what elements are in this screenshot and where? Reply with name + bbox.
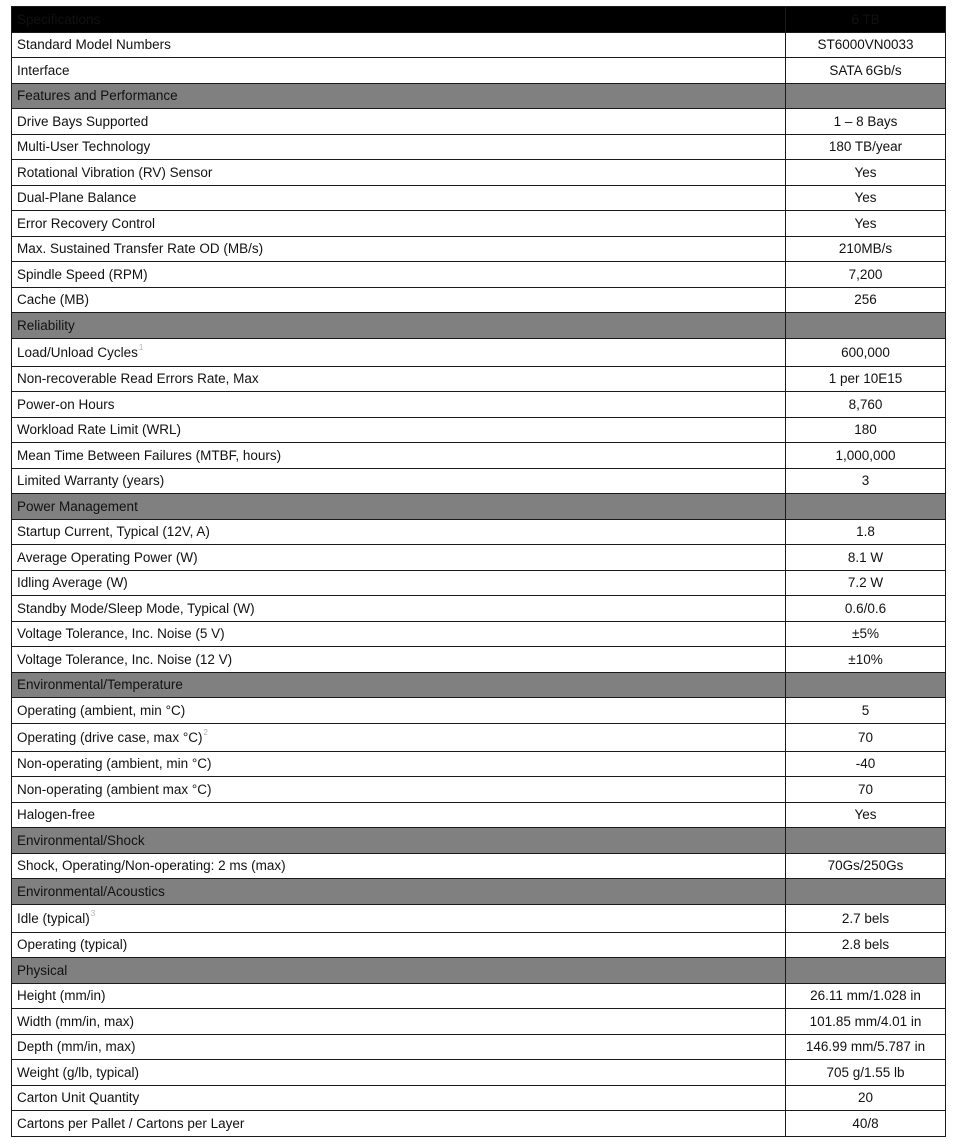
- section-title: Reliability: [12, 313, 786, 339]
- spec-value: 705 g/1.55 lb: [786, 1060, 946, 1086]
- spec-row: [12, 1034, 946, 1060]
- spec-label: Average Operating Power (W): [12, 545, 786, 571]
- spec-value: Yes: [786, 802, 946, 828]
- spec-row: [12, 392, 946, 418]
- spec-value: Yes: [786, 185, 946, 211]
- spec-label: Voltage Tolerance, Inc. Noise (12 V): [12, 647, 786, 673]
- spec-row: [12, 109, 946, 135]
- spec-row: [12, 366, 946, 392]
- header-capacity: 6 TB: [786, 7, 946, 33]
- section-header-row: [12, 828, 946, 854]
- spec-value: 180: [786, 417, 946, 443]
- spec-value: 26.11 mm/1.028 in: [786, 983, 946, 1009]
- spec-row: [12, 723, 946, 751]
- spec-label: Voltage Tolerance, Inc. Noise (5 V): [12, 621, 786, 647]
- section-header-row: [12, 313, 946, 339]
- spec-row: [12, 32, 946, 58]
- spec-row: [12, 570, 946, 596]
- spec-row: [12, 236, 946, 262]
- spec-row: [12, 338, 946, 366]
- spec-row: [12, 58, 946, 84]
- spec-label: Operating (drive case, max °C)$^2$: [12, 723, 786, 751]
- spec-label: Idling Average (W): [12, 570, 786, 596]
- section-header-row: [12, 958, 946, 984]
- spec-label: Operating (ambient, min °C): [12, 698, 786, 724]
- spec-value: 20: [786, 1085, 946, 1111]
- spec-label: Depth (mm/in, max): [12, 1034, 786, 1060]
- section-empty-cell: [786, 672, 946, 698]
- spec-label: Standard Model Numbers: [12, 32, 786, 58]
- spec-row: [12, 443, 946, 469]
- spec-label: Drive Bays Supported: [12, 109, 786, 135]
- spec-value: 8,760: [786, 392, 946, 418]
- section-empty-cell: [786, 83, 946, 109]
- footnote-marker: 2: [203, 727, 208, 737]
- spec-value: 5: [786, 698, 946, 724]
- spec-row: [12, 1009, 946, 1035]
- spec-label: Power-on Hours: [12, 392, 786, 418]
- spec-row: [12, 647, 946, 673]
- spec-label: Spindle Speed (RPM): [12, 262, 786, 288]
- spec-label: Workload Rate Limit (WRL): [12, 417, 786, 443]
- spec-value: 7.2 W: [786, 570, 946, 596]
- spec-row: [12, 621, 946, 647]
- spec-value: -40: [786, 751, 946, 777]
- table-header-row: [12, 7, 946, 33]
- spec-label: Carton Unit Quantity: [12, 1085, 786, 1111]
- spec-row: [12, 751, 946, 777]
- section-header-row: [12, 494, 946, 520]
- spec-row: [12, 802, 946, 828]
- spec-label: Startup Current, Typical (12V, A): [12, 519, 786, 545]
- section-header-row: [12, 672, 946, 698]
- spec-row: [12, 262, 946, 288]
- spec-value: 70Gs/250Gs: [786, 853, 946, 879]
- spec-value: 2.8 bels: [786, 932, 946, 958]
- spec-value: 1 per 10E15: [786, 366, 946, 392]
- spec-value: 70: [786, 777, 946, 803]
- section-title: Environmental/Shock: [12, 828, 786, 854]
- spec-value: 180 TB/year: [786, 134, 946, 160]
- spec-value: 600,000: [786, 338, 946, 366]
- spec-label: Operating (typical): [12, 932, 786, 958]
- spec-row: [12, 777, 946, 803]
- section-empty-cell: [786, 879, 946, 905]
- spec-label: Multi-User Technology: [12, 134, 786, 160]
- specifications-table-body: [12, 7, 946, 1137]
- spec-value: 70: [786, 723, 946, 751]
- spec-label: Non-recoverable Read Errors Rate, Max: [12, 366, 786, 392]
- section-header-row: [12, 83, 946, 109]
- spec-value: 1 – 8 Bays: [786, 109, 946, 135]
- spec-label: Non-operating (ambient, min °C): [12, 751, 786, 777]
- footnote-marker: 1: [138, 342, 144, 352]
- spec-row: [12, 1060, 946, 1086]
- spec-value: 256: [786, 287, 946, 313]
- section-empty-cell: [786, 313, 946, 339]
- spec-label: Interface: [12, 58, 786, 84]
- spec-value: ±10%: [786, 647, 946, 673]
- spec-label: Load/Unload Cycles$^1$: [12, 338, 786, 366]
- spec-label: Cache (MB): [12, 287, 786, 313]
- spec-row: [12, 160, 946, 186]
- spec-label: Cartons per Pallet / Cartons per Layer: [12, 1111, 786, 1137]
- spec-label: Width (mm/in, max): [12, 1009, 786, 1035]
- spec-label: Dual-Plane Balance: [12, 185, 786, 211]
- spec-label: Halogen-free: [12, 802, 786, 828]
- spec-label: Limited Warranty (years): [12, 468, 786, 494]
- spec-value: 7,200: [786, 262, 946, 288]
- spec-row: [12, 417, 946, 443]
- spec-label: Height (mm/in): [12, 983, 786, 1009]
- section-title: Environmental/Acoustics: [12, 879, 786, 905]
- spec-value: SATA 6Gb/s: [786, 58, 946, 84]
- section-title: Features and Performance: [12, 83, 786, 109]
- spec-row: [12, 983, 946, 1009]
- spec-row: [12, 698, 946, 724]
- spec-value: ±5%: [786, 621, 946, 647]
- header-label: Specifications: [12, 7, 786, 33]
- spec-value: 8.1 W: [786, 545, 946, 571]
- spec-row: [12, 519, 946, 545]
- section-empty-cell: [786, 828, 946, 854]
- section-title: Physical: [12, 958, 786, 984]
- spec-label: Mean Time Between Failures (MTBF, hours): [12, 443, 786, 469]
- spec-value: 1,000,000: [786, 443, 946, 469]
- spec-value: 1.8: [786, 519, 946, 545]
- spec-row: [12, 596, 946, 622]
- spec-value: 101.85 mm/4.01 in: [786, 1009, 946, 1035]
- spec-label: Error Recovery Control: [12, 211, 786, 237]
- spec-row: [12, 185, 946, 211]
- spec-row: [12, 853, 946, 879]
- section-title: Environmental/Temperature: [12, 672, 786, 698]
- spec-value: Yes: [786, 160, 946, 186]
- spec-row: [12, 287, 946, 313]
- footnote-marker: 3: [90, 908, 96, 918]
- spec-label: Shock, Operating/Non-operating: 2 ms (max): [12, 853, 786, 879]
- spec-row: [12, 1111, 946, 1137]
- spec-value: 0.6/0.6: [786, 596, 946, 622]
- spec-row: [12, 211, 946, 237]
- spec-label: Non-operating (ambient max °C): [12, 777, 786, 803]
- spec-value: ST6000VN0033: [786, 32, 946, 58]
- spec-row: [12, 545, 946, 571]
- spec-value: 146.99 mm/5.787 in: [786, 1034, 946, 1060]
- spec-label: Max. Sustained Transfer Rate OD (MB/s): [12, 236, 786, 262]
- spec-row: [12, 468, 946, 494]
- section-header-row: [12, 879, 946, 905]
- section-empty-cell: [786, 494, 946, 520]
- spec-label: Idle (typical)$^3$: [12, 904, 786, 932]
- section-empty-cell: [786, 958, 946, 984]
- spec-label: Rotational Vibration (RV) Sensor: [12, 160, 786, 186]
- specifications-table: [11, 6, 946, 1137]
- spec-row: [12, 1085, 946, 1111]
- spec-label: Weight (g/lb, typical): [12, 1060, 786, 1086]
- spec-value: 210MB/s: [786, 236, 946, 262]
- section-title: Power Management: [12, 494, 786, 520]
- spec-row: [12, 932, 946, 958]
- spec-row: [12, 134, 946, 160]
- spec-value: 3: [786, 468, 946, 494]
- spec-value: Yes: [786, 211, 946, 237]
- spec-row: [12, 904, 946, 932]
- spec-label: Standby Mode/Sleep Mode, Typical (W): [12, 596, 786, 622]
- spec-value: 2.7 bels: [786, 904, 946, 932]
- spec-value: 40/8: [786, 1111, 946, 1137]
